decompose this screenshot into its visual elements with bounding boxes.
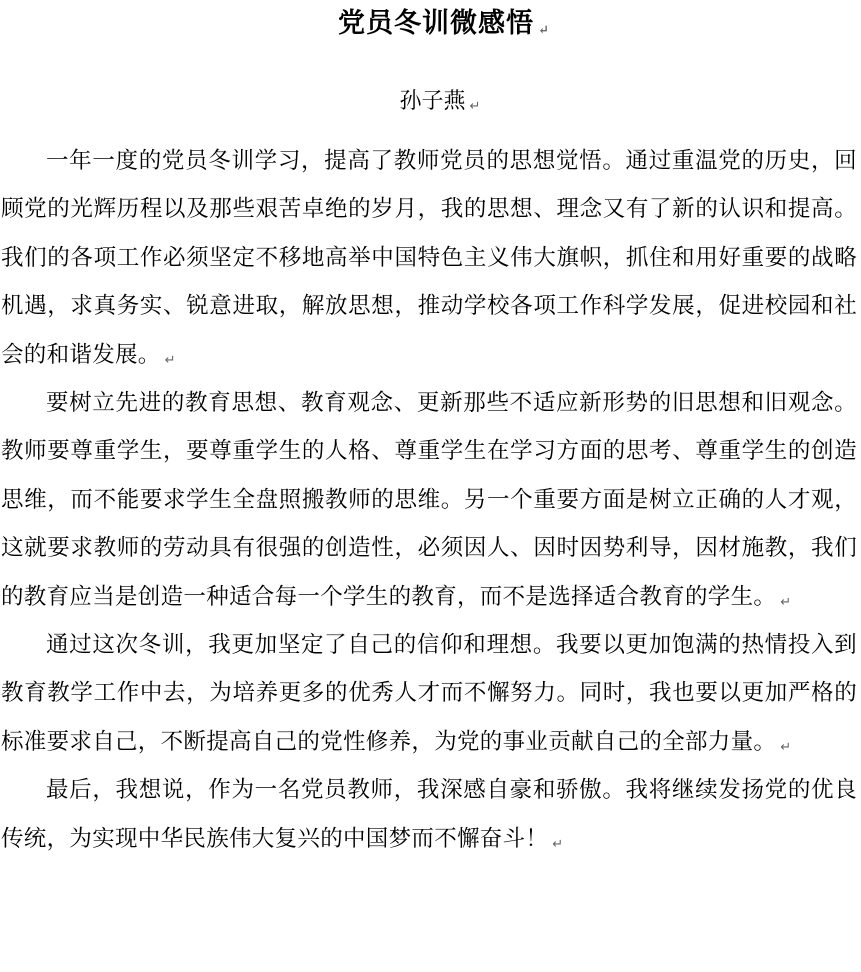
paragraph-mark-icon: ↵ xyxy=(469,99,481,114)
document-body xyxy=(1,137,857,863)
paragraph-mark-icon: ↵ xyxy=(538,23,550,38)
paragraph-text: 最后，我想说，作为一名党员教师，我深感自豪和骄傲。我将继续发扬党的优良传统，为实现中华民族伟大复兴的中国梦而不懈奋斗！ xyxy=(1,777,857,852)
title-text: 党员冬训微感悟 xyxy=(338,8,535,39)
paragraph-text: 要树立先进的教育思想、教育观念、更新那些不适应新形势的旧思想和旧观念。教师要尊重学生，要尊重学生的人格、尊重学生在学习方面的思考、尊重学生的创造思维，而不能要求学生全盘照搬教师的思维。另一个重要方面是树立正确的人才观，这就要求教师的劳动具有很强的创造性，必须因人、因时因势利导，因材施教，我们的教育应当是创造一种适合每一个学生的教育，而不是选择适合教育的学生。 xyxy=(1,390,857,610)
paragraph-1 xyxy=(1,137,857,379)
paragraph-3 xyxy=(1,621,857,766)
paragraph-mark-icon: ↵ xyxy=(780,739,792,755)
paragraph-2 xyxy=(1,379,857,621)
paragraph-mark-icon: ↵ xyxy=(780,594,792,610)
author-name xyxy=(1,86,857,118)
paragraph-mark-icon: ↵ xyxy=(552,836,564,852)
author-text: 孙子燕 xyxy=(399,89,466,114)
paragraph-mark-icon: ↵ xyxy=(164,352,176,368)
paragraph-4 xyxy=(1,766,857,863)
paragraph-text: 一年一度的党员冬训学习，提高了教师党员的思想觉悟。通过重温党的历史，回顾党的光辉历程以及那些艰苦卓绝的岁月，我的思想、理念又有了新的认识和提高。我们的各项工作必须坚定不移地高举中国特色主义伟大旗帜，抓住和用好重要的战略机遇，求真务实、锐意进取，解放思想，推动学校各项工作科学发展，促进校园和社会的和谐发展。 xyxy=(1,148,857,368)
document-title xyxy=(1,0,857,46)
paragraph-text: 通过这次冬训，我更加坚定了自己的信仰和理想。我要以更加饱满的热情投入到教育教学工作中去，为培养更多的优秀人才而不懈努力。同时，我也要以更加严格的标准要求自己，不断提高自己的党性修养，为党的事业贡献自己的全部力量。 xyxy=(1,632,857,755)
